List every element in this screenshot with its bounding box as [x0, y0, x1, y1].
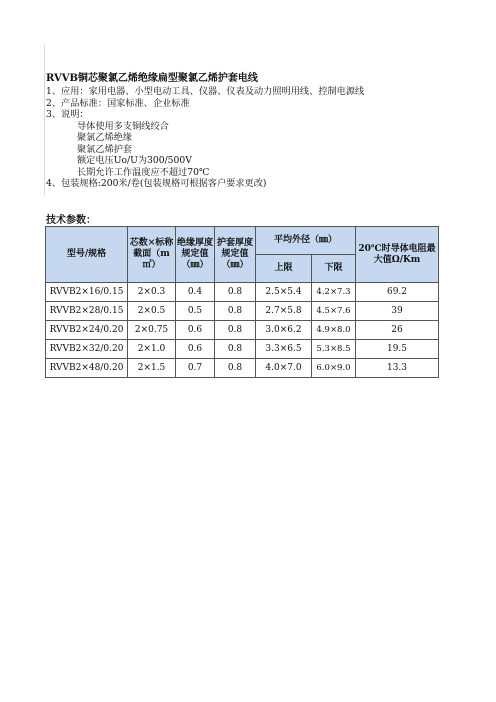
description-block [46, 86, 364, 190]
header-resistance: 20℃时导体电阻最大值Ω/Km [356, 227, 439, 283]
application-line: 1、应用：家用电器、小型电动工具、仪器、仪表及动力照明用线、控制电源线 [46, 86, 365, 97]
cell-insulation: 0.4 [176, 283, 215, 302]
table-row [46, 283, 439, 302]
cell-upper: 2.5×5.4 [256, 283, 312, 302]
cell-sheath: 0.8 [215, 321, 256, 340]
cell-cores: 2×0.75 [128, 321, 176, 340]
standard-line: 2、产品标准：国家标准、企业标准 [46, 97, 190, 109]
cell-resistance: 13.3 [356, 359, 439, 378]
cell-cores: 2×0.3 [128, 283, 176, 302]
cell-model: RVVB2×32/0.20 [46, 340, 128, 359]
cell-insulation: 0.7 [176, 359, 215, 378]
table-header-row [46, 227, 439, 255]
header-insulation: 绝缘厚度规定值（㎜） [176, 227, 215, 283]
cell-resistance: 69.2 [356, 283, 439, 302]
cell-upper: 3.3×6.5 [256, 340, 312, 359]
cell-resistance: 39 [356, 302, 439, 321]
cell-lower: 4.5×7.6 [312, 302, 356, 321]
table-row [46, 321, 439, 340]
table-row [46, 359, 439, 378]
cell-model: RVVB2×16/0.15 [46, 283, 128, 302]
note-insulation: 聚氯乙烯绝缘 [77, 132, 133, 143]
cell-resistance: 19.5 [356, 340, 439, 359]
header-outer-diameter: 平均外径（㎜） [256, 227, 356, 255]
cell-sheath: 0.8 [215, 359, 256, 378]
header-lower: 下限 [312, 255, 356, 283]
note-voltage: 额定电压Uo/U为300/500V [77, 155, 192, 166]
note-conductor: 导体使用多支铜线绞合 [77, 120, 169, 132]
spec-table [45, 226, 439, 378]
cell-lower: 4.9×8.0 [312, 321, 356, 340]
cell-sheath: 0.8 [215, 340, 256, 359]
notes-heading: 3、说明： [46, 109, 89, 120]
note-sheath: 聚氯乙烯护套 [77, 143, 133, 155]
cell-cores: 2×0.5 [128, 302, 176, 321]
cell-model: RVVB2×24/0.20 [46, 321, 128, 340]
header-cores: 芯数×标称截面（m㎡） [128, 227, 176, 283]
header-sheath: 护套厚度规定值（㎜） [215, 227, 256, 283]
cell-lower: 5.3×8.5 [312, 340, 356, 359]
cell-lower: 6.0×9.0 [312, 359, 356, 378]
table-row [46, 302, 439, 321]
section-title: 技术参数： [46, 215, 96, 226]
document-title: RVVB铜芯聚氯乙烯绝缘扁型聚氯乙烯护套电线 [46, 73, 258, 84]
cell-insulation: 0.5 [176, 302, 215, 321]
cell-cores: 2×1.0 [128, 340, 176, 359]
sheet-gridline [44, 45, 45, 195]
cell-upper: 4.0×7.0 [256, 359, 312, 378]
cell-resistance: 26 [356, 321, 439, 340]
table-row [46, 340, 439, 359]
cell-sheath: 0.8 [215, 302, 256, 321]
cell-upper: 3.0×6.2 [256, 321, 312, 340]
cell-insulation: 0.6 [176, 321, 215, 340]
header-model: 型号/规格 [46, 227, 128, 283]
cell-cores: 2×1.5 [128, 359, 176, 378]
cell-lower: 4.2×7.3 [312, 283, 356, 302]
cell-insulation: 0.6 [176, 340, 215, 359]
cell-upper: 2.7×5.8 [256, 302, 312, 321]
packaging-line: 4、包装规格:200米/卷(包装规格可根据客户要求更改) [46, 178, 267, 189]
cell-sheath: 0.8 [215, 283, 256, 302]
note-temperature: 长期允许工作温度应不超过70℃ [77, 166, 210, 178]
cell-model: RVVB2×28/0.15 [46, 302, 128, 321]
header-upper: 上限 [256, 255, 312, 283]
cell-model: RVVB2×48/0.20 [46, 359, 128, 378]
